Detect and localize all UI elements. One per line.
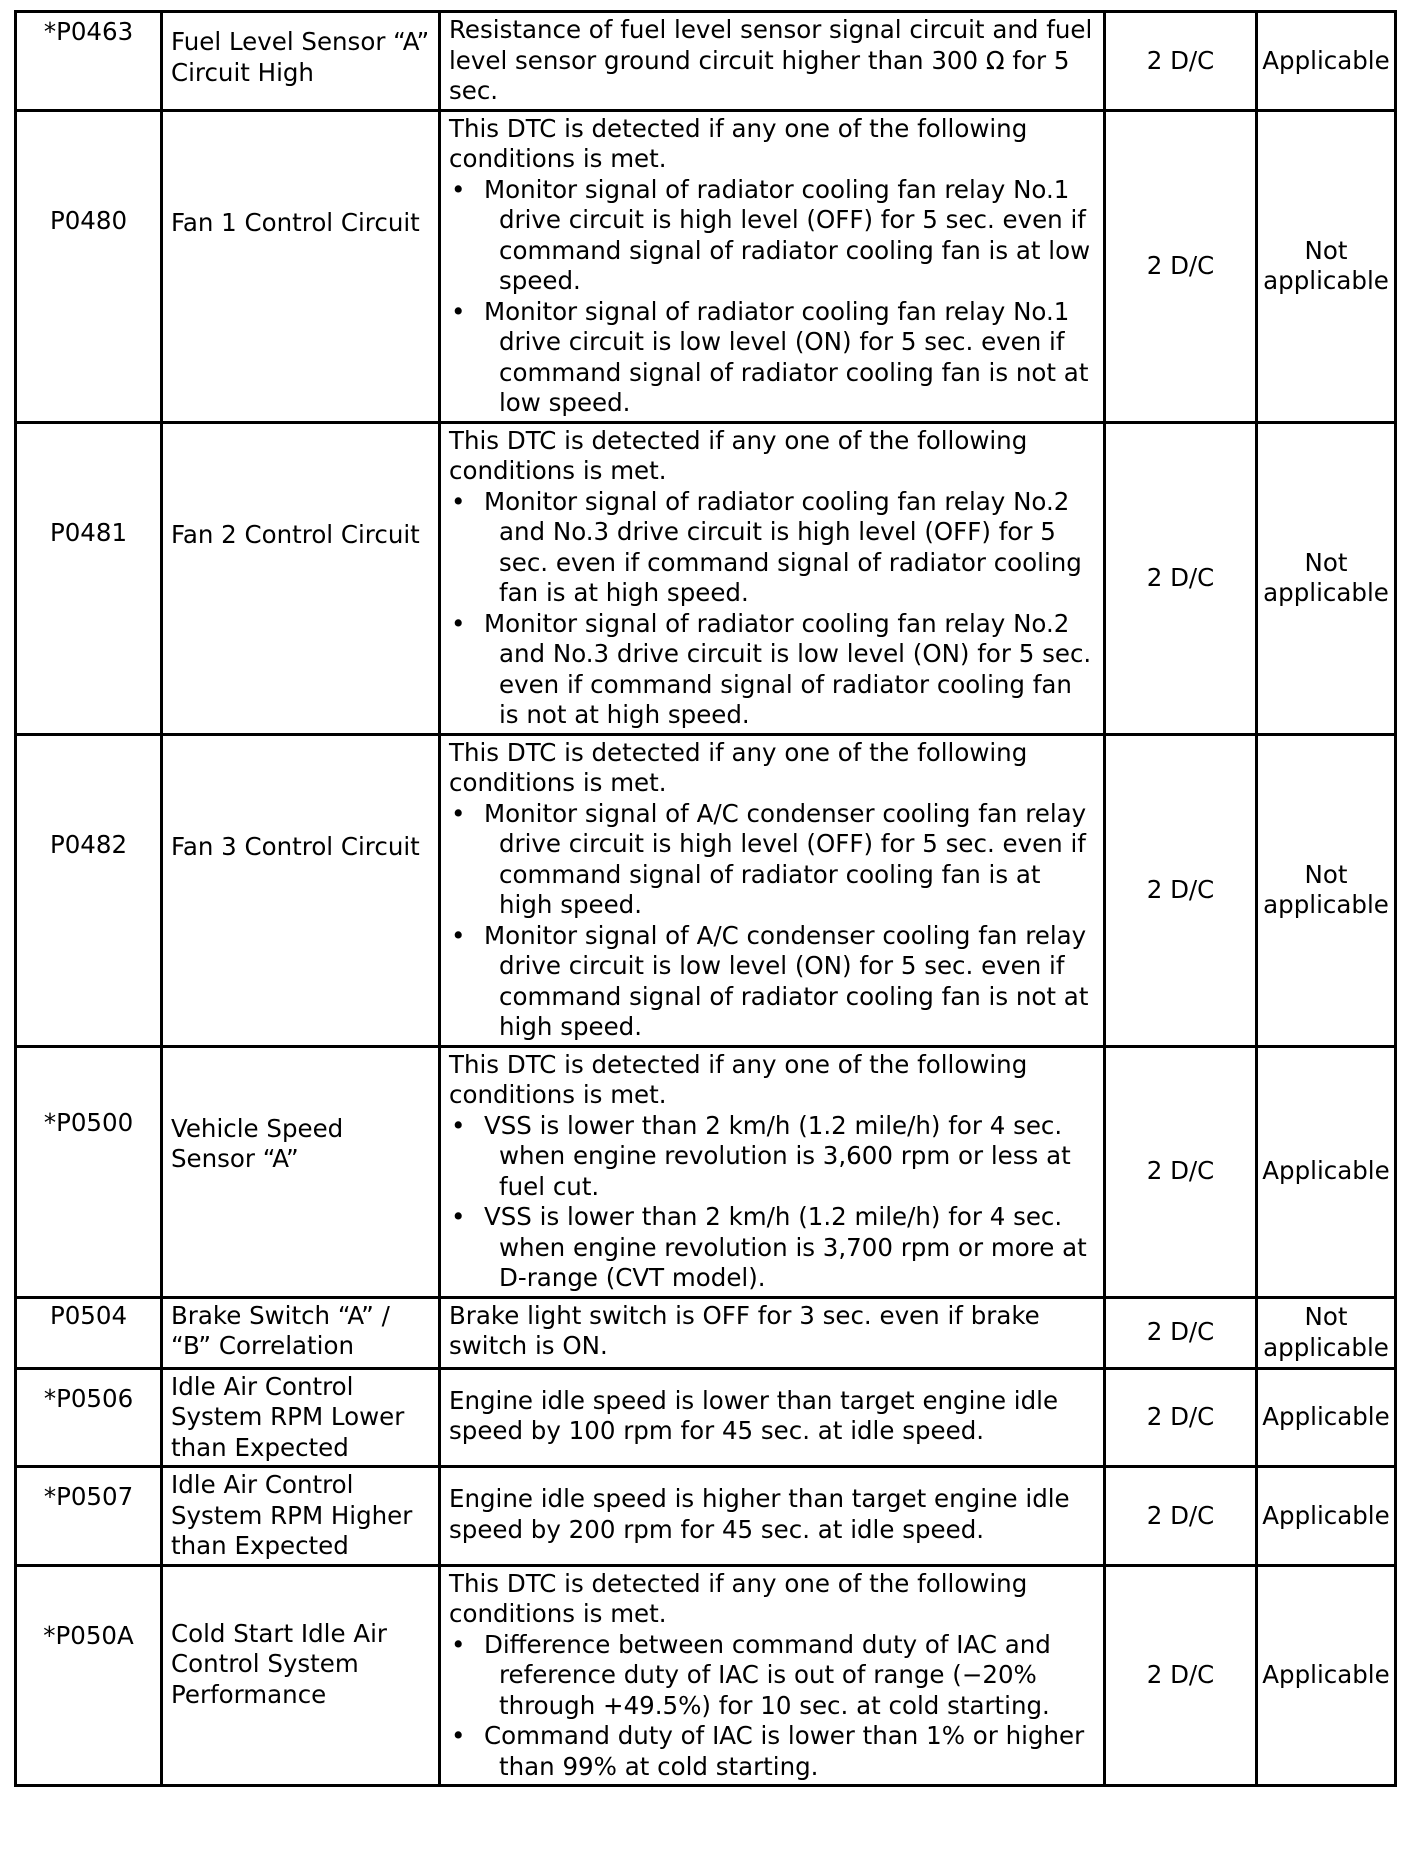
detection-logic: 2 D/C (1146, 1402, 1215, 1431)
detection-condition-text: Engine idle speed is higher than target engine idle speed by 200 rpm for 45 sec. at idle speed. (449, 1484, 1070, 1544)
mil-applicability: Applicable (1262, 45, 1390, 75)
detection-logic: 2 D/C (1146, 1660, 1215, 1689)
dtc-name-cell (162, 1467, 440, 1566)
detection-logic: 2 D/C (1146, 250, 1215, 280)
detection-logic: 2 D/C (1146, 1500, 1215, 1530)
detection-condition-text: This DTC is detected if any one of the following conditions is met. (449, 113, 1028, 173)
dtc-table (14, 10, 1397, 1787)
detection-condition-cell (440, 734, 1105, 1046)
dtc-name-cell (162, 1297, 440, 1368)
detection-condition-cell (440, 422, 1105, 734)
condition-bullet: • VSS is lower than 2 km/h (1.2 mile/h) for 4 sec. when engine revolution is 3,600 rpm or less at fuel cut. (449, 1111, 1095, 1203)
dtc-code: *P0506 (43, 1383, 134, 1413)
mil-applicability-cell (1257, 1467, 1396, 1566)
detection-condition-text: Engine idle speed is lower than target engine idle speed by 100 rpm for 45 sec. at idle speed. (449, 1385, 1059, 1445)
dtc-name: Brake Switch “A” / “B” Correlation (171, 1300, 390, 1360)
condition-bullet: • Monitor signal of radiator cooling fan relay No.1 drive circuit is low level (ON) for 5 sec. even if command signal of radiator cooling fan is not at low speed. (449, 297, 1095, 419)
dtc-name: Fuel Level Sensor “A” Circuit High (171, 27, 430, 87)
detection-condition-cell (440, 1297, 1105, 1368)
dtc-name: Fan 2 Control Circuit (171, 519, 420, 549)
detection-logic: 2 D/C (1146, 1317, 1215, 1347)
mil-applicability: Applicable (1262, 1660, 1390, 1689)
condition-bullet: • Monitor signal of radiator cooling fan relay No.2 and No.3 drive circuit is high level (OFF) for 5 sec. even if command signal of radiator cooling fan is at high speed. (449, 487, 1095, 609)
dtc-code-cell (16, 1368, 162, 1467)
dtc-name-cell (162, 734, 440, 1046)
condition-bullet: • Monitor signal of radiator cooling fan relay No.2 and No.3 drive circuit is low level (ON) for 5 sec. even if command signal of radiator cooling fan is not at high speed. (449, 609, 1095, 731)
mil-applicability: Not applicable (1263, 235, 1389, 295)
dtc-code: P0504 (49, 1300, 128, 1330)
detection-logic-cell (1105, 1046, 1257, 1297)
table-row (16, 734, 1396, 1046)
detection-logic: 2 D/C (1146, 45, 1215, 75)
condition-bullet: • Monitor signal of radiator cooling fan relay No.1 drive circuit is high level (OFF) for 5 sec. even if command signal of radiator cooling fan is at low speed. (449, 175, 1095, 297)
condition-bullet: • Monitor signal of A/C condenser cooling fan relay drive circuit is low level (ON) for 5 sec. even if command signal of radiator cooling fan is not at high speed. (449, 921, 1095, 1043)
dtc-table-body (16, 12, 1396, 1786)
detection-logic-cell (1105, 1297, 1257, 1368)
dtc-code-cell (16, 1565, 162, 1786)
dtc-name-cell (162, 1368, 440, 1467)
dtc-name: Idle Air Control System RPM Higher than Expected (171, 1470, 413, 1560)
condition-bullet-list (449, 175, 1095, 419)
table-row (16, 1467, 1396, 1566)
table-row (16, 422, 1396, 734)
dtc-name-cell (162, 12, 440, 111)
table-row (16, 1565, 1396, 1786)
dtc-name: Fan 3 Control Circuit (171, 831, 420, 861)
detection-logic: 2 D/C (1146, 562, 1215, 592)
table-row (16, 12, 1396, 111)
dtc-code-cell (16, 1297, 162, 1368)
table-row (16, 110, 1396, 422)
mil-applicability-cell (1257, 734, 1396, 1046)
dtc-code: *P050A (43, 1620, 134, 1650)
mil-applicability-cell (1257, 12, 1396, 111)
detection-logic: 2 D/C (1146, 1156, 1215, 1186)
dtc-code-cell (16, 1467, 162, 1566)
detection-logic-cell (1105, 734, 1257, 1046)
detection-condition-text: This DTC is detected if any one of the following conditions is met. (449, 1049, 1028, 1109)
detection-logic-cell (1105, 422, 1257, 734)
table-row (16, 1297, 1396, 1368)
detection-logic-cell (1105, 1467, 1257, 1566)
detection-logic-cell (1105, 12, 1257, 111)
dtc-code: *P0500 (43, 1107, 134, 1137)
detection-condition-text: This DTC is detected if any one of the following conditions is met. (449, 1568, 1028, 1628)
condition-bullet: • Command duty of IAC is lower than 1% or higher than 99% at cold starting. (449, 1721, 1095, 1782)
mil-applicability-cell (1257, 422, 1396, 734)
detection-logic-cell (1105, 110, 1257, 422)
mil-applicability-cell (1257, 110, 1396, 422)
condition-bullet-list (449, 487, 1095, 731)
detection-condition-cell (440, 12, 1105, 111)
mil-applicability: Not applicable (1263, 1302, 1389, 1362)
dtc-name-cell (162, 1565, 440, 1786)
condition-bullet-list (449, 799, 1095, 1043)
dtc-name-cell (162, 422, 440, 734)
mil-applicability: Applicable (1262, 1156, 1390, 1186)
condition-bullet: • Difference between command duty of IAC and reference duty of IAC is out of range (−20% through +49.5%) for 10 sec. at cold starting. (449, 1630, 1095, 1722)
mil-applicability: Applicable (1262, 1500, 1390, 1530)
condition-bullet: • VSS is lower than 2 km/h (1.2 mile/h) for 4 sec. when engine revolution is 3,700 rpm or more at D-range (CVT model). (449, 1202, 1095, 1294)
dtc-code-cell (16, 422, 162, 734)
condition-bullet-list (449, 1111, 1095, 1294)
mil-applicability: Not applicable (1263, 859, 1389, 919)
mil-applicability-cell (1257, 1046, 1396, 1297)
detection-condition-text: This DTC is detected if any one of the following conditions is met. (449, 425, 1028, 485)
dtc-code-cell (16, 734, 162, 1046)
table-row (16, 1368, 1396, 1467)
detection-condition-text: Brake light switch is OFF for 3 sec. even if brake switch is ON. (449, 1300, 1040, 1360)
dtc-name-cell (162, 1046, 440, 1297)
detection-condition-cell (440, 1467, 1105, 1566)
dtc-name: Idle Air Control System RPM Lower than Expected (171, 1371, 405, 1462)
detection-condition-cell (440, 1565, 1105, 1786)
detection-condition-text: Resistance of fuel level sensor signal circuit and fuel level sensor ground circuit higher than 300 Ω for 5 sec. (449, 15, 1093, 105)
dtc-name-cell (162, 110, 440, 422)
condition-bullet: • Monitor signal of A/C condenser cooling fan relay drive circuit is high level (OFF) for 5 sec. even if command signal of radiator cooling fan is at high speed. (449, 799, 1095, 921)
detection-condition-cell (440, 1368, 1105, 1467)
table-row (16, 1046, 1396, 1297)
mil-applicability-cell (1257, 1565, 1396, 1786)
dtc-code-cell (16, 1046, 162, 1297)
dtc-name: Vehicle Speed Sensor “A” (171, 1113, 344, 1173)
dtc-name: Fan 1 Control Circuit (171, 207, 420, 237)
dtc-code: P0481 (49, 517, 128, 547)
dtc-code: *P0463 (43, 17, 134, 46)
mil-applicability-cell (1257, 1368, 1396, 1467)
dtc-code: *P0507 (43, 1482, 134, 1511)
condition-bullet-list (449, 1630, 1095, 1783)
dtc-name: Cold Start Idle Air Control System Performance (171, 1618, 387, 1709)
detection-logic-cell (1105, 1368, 1257, 1467)
dtc-code-cell (16, 12, 162, 111)
mil-applicability-cell (1257, 1297, 1396, 1368)
detection-condition-cell (440, 110, 1105, 422)
dtc-code: P0482 (49, 829, 128, 859)
dtc-code: P0480 (49, 205, 128, 235)
dtc-code-cell (16, 110, 162, 422)
detection-logic-cell (1105, 1565, 1257, 1786)
detection-logic: 2 D/C (1146, 874, 1215, 904)
detection-condition-text: This DTC is detected if any one of the following conditions is met. (449, 737, 1028, 797)
mil-applicability: Not applicable (1263, 547, 1389, 607)
mil-applicability: Applicable (1262, 1402, 1390, 1431)
detection-condition-cell (440, 1046, 1105, 1297)
